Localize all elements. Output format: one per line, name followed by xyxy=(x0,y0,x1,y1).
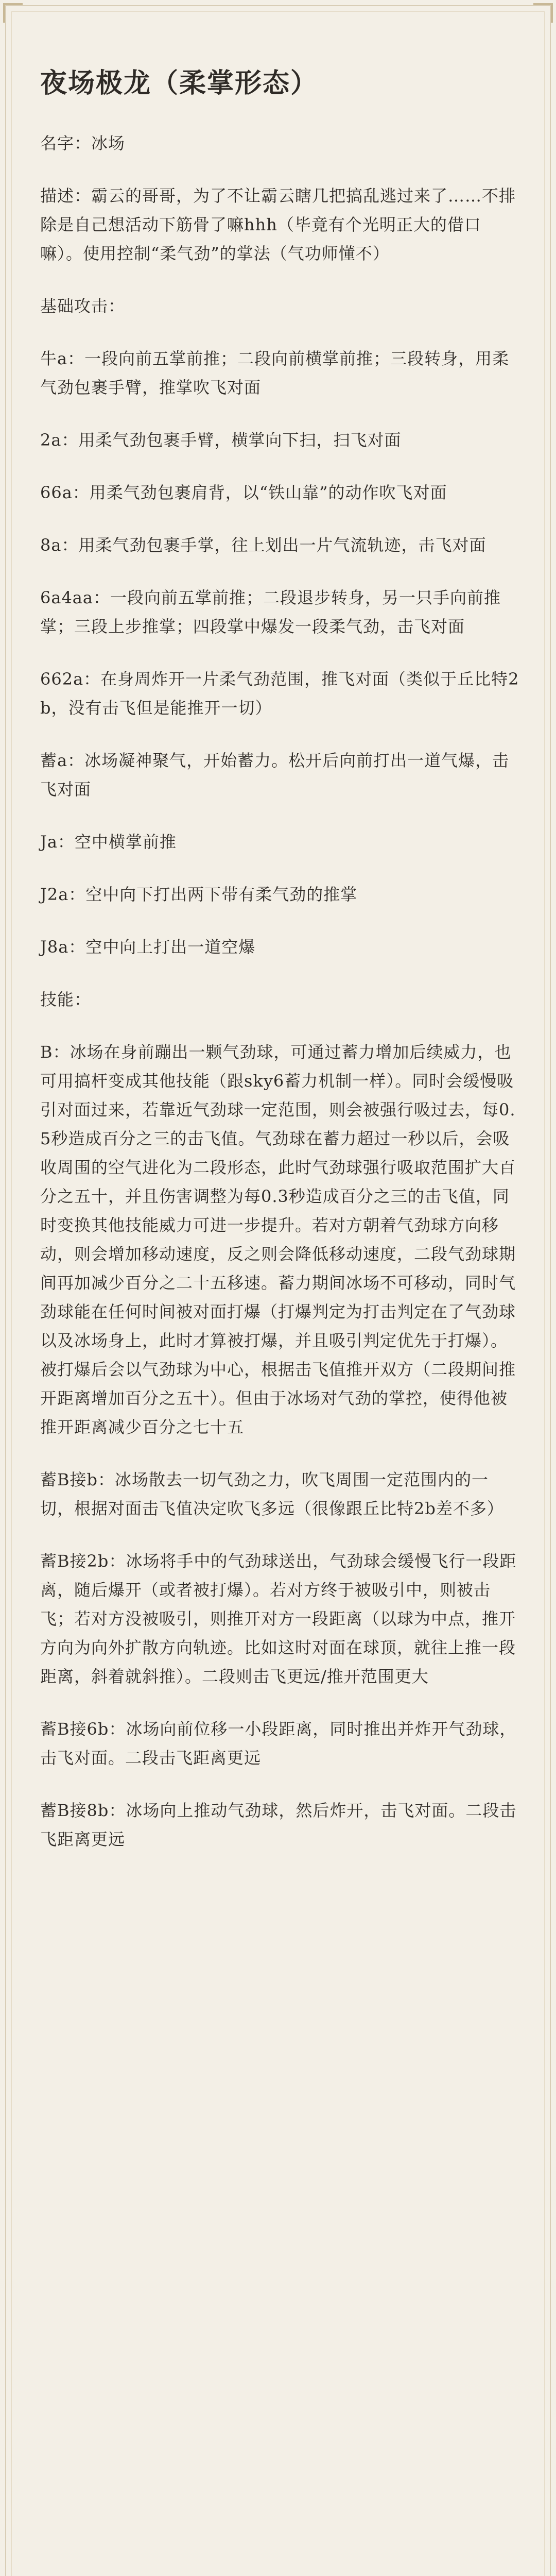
basic-attack-item: J8a：空中向上打出一道空爆 xyxy=(40,937,256,957)
note-title: 夜场极龙（柔掌形态） xyxy=(40,67,319,99)
basic-attack-item: 蓄a：冰场凝神聚气，开始蓄力。松开后向前打出一道气爆，击飞对面 xyxy=(40,751,510,799)
basic-attacks-list xyxy=(40,344,520,961)
basic-attack-item: 66a：用柔气劲包裹肩背，以“铁山靠”的动作吹飞对面 xyxy=(40,483,447,502)
skill-item: 蓄B接2b：冰场将手中的气劲球送出，气劲球会缓慢飞行一段距离，随后爆开（或者被打爆）。若对方终于被吸引中，则被击飞；若对方没被吸引，则推开对方一段距离（以球为中点，推开方向为向外扩散方向轨迹。比如这时对面在球顶，就往上推一段距离，斜着就斜推）。二段则击飞更远/推开范围更大 xyxy=(40,1551,517,1686)
basic-attack-item: 牛a：一段向前五掌前推；二段向前横掌前推；三段转身，用柔气劲包裹手臂，推掌吹飞对面 xyxy=(40,349,510,397)
basic-attacks-heading: 基础攻击： xyxy=(40,296,126,316)
skills-heading: 技能： xyxy=(40,990,92,1009)
corner-ornament-top-left xyxy=(3,3,23,23)
note-content xyxy=(40,66,520,1877)
basic-attack-item: 662a：在身周炸开一片柔气劲范围，推飞对面（类似于丘比特2b，没有击飞但是能推开一切） xyxy=(40,669,519,718)
character-name: 名字：冰场 xyxy=(40,133,126,153)
character-description: 描述：霸云的哥哥，为了不让霸云瞎几把搞乱逃过来了……不排除是自己想活动下筋骨了嘛hhh（毕竟有个光明正大的借口嘛）。使用控制“柔气劲”的掌法（气功师懂不） xyxy=(40,186,516,263)
skill-item: 蓄B接b：冰场散去一切气劲之力，吹飞周围一定范围内的一切，根据对面击飞值决定吹飞多远（很像跟丘比特2b差不多） xyxy=(40,1470,504,1518)
basic-attack-item: 8a：用柔气劲包裹手掌，往上划出一片气流轨迹，击飞对面 xyxy=(40,535,486,555)
basic-attack-item: 6a4aa：一段向前五掌前推；二段退步转身，另一只手向前推掌；三段上步推掌；四段掌中爆发一段柔气劲，击飞对面 xyxy=(40,588,501,636)
basic-attack-item: Ja：空中横掌前推 xyxy=(40,832,177,852)
corner-ornament-top-right xyxy=(533,3,553,23)
basic-attack-item: J2a：空中向下打出两下带有柔气劲的推掌 xyxy=(40,885,358,904)
skill-item: 蓄B接6b：冰场向前位移一小段距离，同时推出并炸开气劲球，击飞对面。二段击飞距离更远 xyxy=(40,1719,517,1768)
skill-item: 蓄B接8b：冰场向上推动气劲球，然后炸开，击飞对面。二段击飞距离更远 xyxy=(40,1801,517,1849)
skill-item: B：冰场在身前蹦出一颗气劲球，可通过蓄力增加后续威力，也可用搞杆变成其他技能（跟sky6蓄力机制一样）。同时会缓慢吸引对面过来，若靠近气劲球一定范围，则会被强行吸过去，每0.5秒造成百分之三的击飞值。气劲球在蓄力超过一秒以后，会吸收周围的空气进化为二段形态，此时气劲球强行吸取范围扩大百分之五十，并且伤害调整为每0.3秒造成百分之三的击飞值，同时变换其他技能威力可进一步提升。若对方朝着气劲球方向移动，则会增加移动速度，反之则会降低移动速度，二段气劲球期间再加减少百分之二十五移速。蓄力期间冰场不可移动，同时气劲球能在任何时间被对面打爆（打爆判定为打击判定在了气劲球以及冰场身上，此时才算被打爆，并且吸引判定优先于打爆）。被打爆后会以气劲球为中心，根据击飞值推开双方（二段期间推开距离增加百分之五十）。但由于冰场对气劲的掌控，使得他被推开距离减少百分之七十五 xyxy=(40,1042,516,1437)
basic-attack-item: 2a：用柔气劲包裹手臂，横掌向下扫，扫飞对面 xyxy=(40,430,402,450)
skills-list xyxy=(40,1038,520,1854)
